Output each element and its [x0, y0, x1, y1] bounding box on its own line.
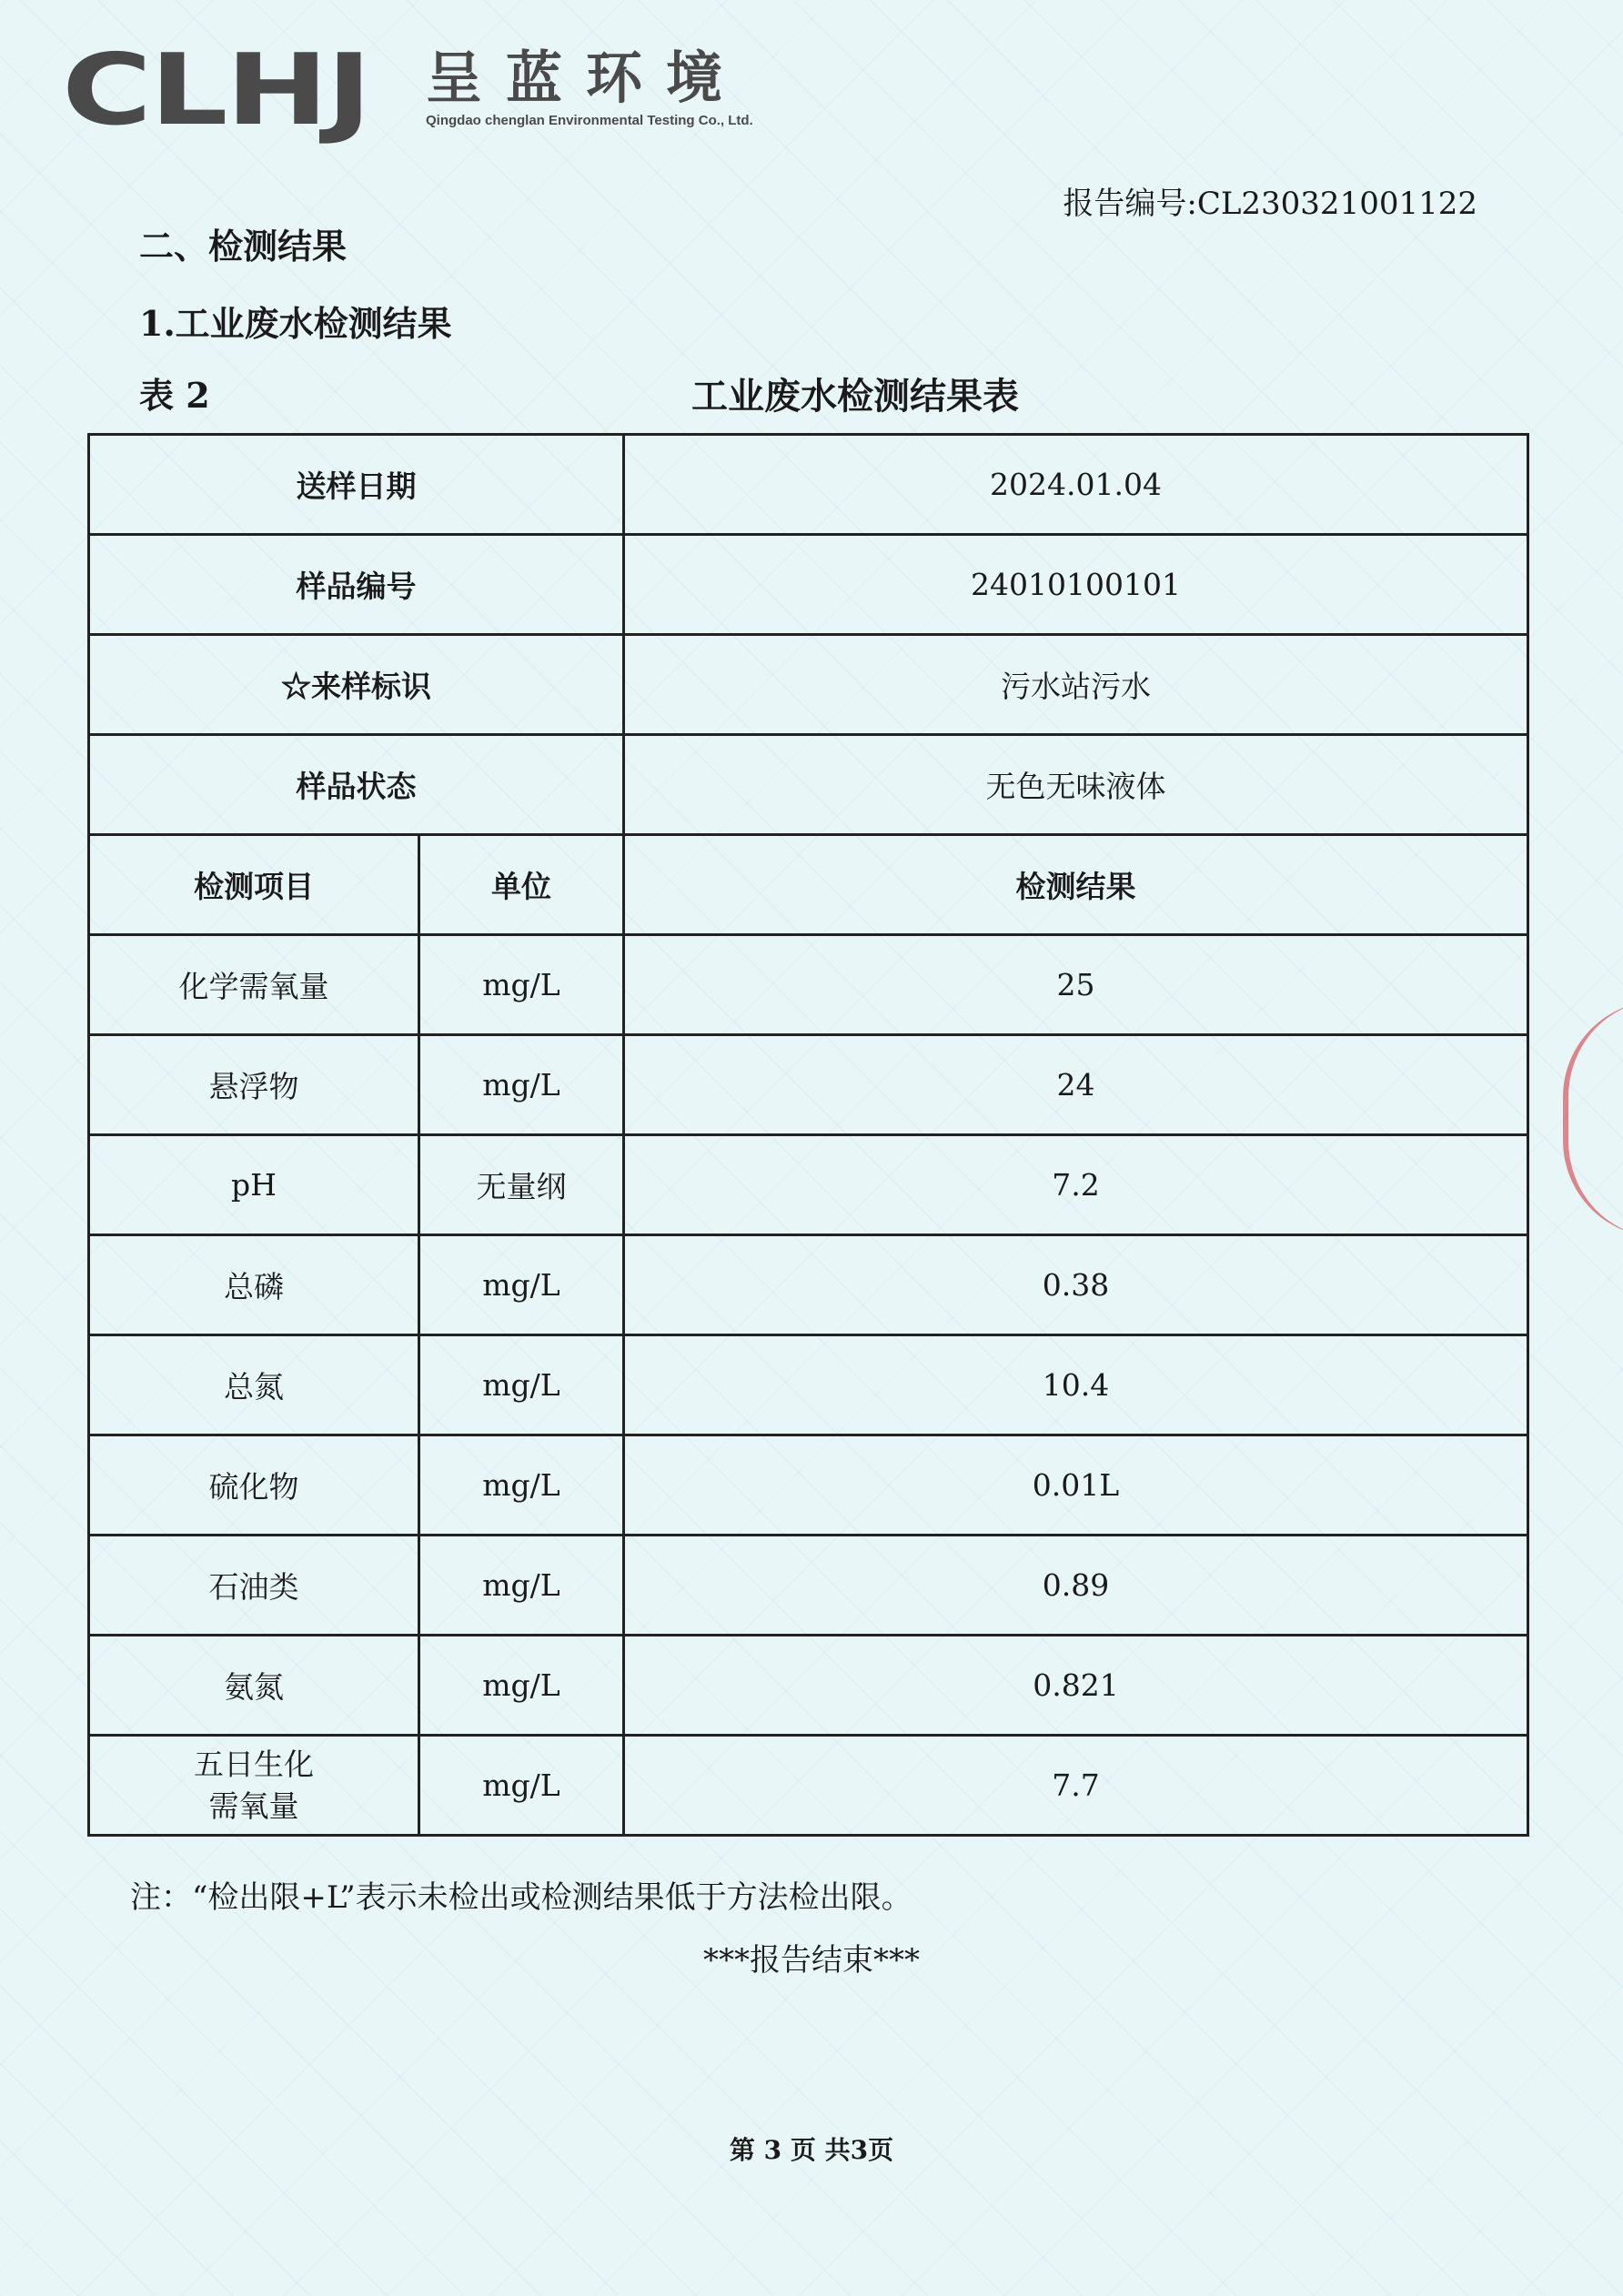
unit-cell: mg/L [419, 1035, 624, 1135]
table-row [89, 1335, 1528, 1435]
info-row-date [89, 435, 1528, 535]
item-cell: pH [89, 1135, 419, 1235]
table-row [89, 1536, 1528, 1636]
table-row [89, 1035, 1528, 1135]
seal-stamp [1563, 1001, 1623, 1237]
info-row-sample-mark [89, 635, 1528, 735]
result-cell: 24 [624, 1035, 1528, 1135]
unit-cell: mg/L [419, 1235, 624, 1335]
unit-cell: mg/L [419, 1335, 624, 1435]
section-heading: 二、检测结果 [139, 226, 348, 267]
table-row [89, 1235, 1528, 1335]
unit-cell: 无量纲 [419, 1135, 624, 1235]
info-label: 送样日期 [89, 435, 624, 535]
item-cell: 总氮 [89, 1335, 419, 1435]
logo-english-name: Qingdao chenglan Environmental Testing Co., Ltd. [426, 113, 753, 128]
header-row [89, 835, 1528, 935]
unit-cell: mg/L [419, 1736, 624, 1836]
result-cell: 7.7 [624, 1736, 1528, 1836]
info-label: 样品编号 [89, 535, 624, 635]
report-end-marker: ***报告结束*** [703, 1942, 920, 1979]
logo-text [426, 45, 753, 128]
item-cell: 总磷 [89, 1235, 419, 1335]
logo-chinese-name: 呈蓝环境 [426, 45, 747, 111]
table-row [89, 1435, 1528, 1536]
table-note: 注：“检出限+L”表示未检出或检测结果低于方法检出限。 [130, 1879, 912, 1916]
table-row [89, 935, 1528, 1035]
result-cell: 25 [624, 935, 1528, 1035]
report-number: 报告编号:CL230321001122 [1063, 186, 1477, 222]
info-value: 无色无味液体 [624, 735, 1528, 835]
page-number: 第 3 页 共3页 [729, 2135, 894, 2165]
company-logo [62, 34, 753, 147]
info-label: ☆来样标识 [89, 635, 624, 735]
table-label: 表 2 [139, 375, 210, 416]
subsection-heading: 1.工业废水检测结果 [139, 303, 452, 344]
item-cell: 悬浮物 [89, 1035, 419, 1135]
result-cell: 0.01L [624, 1435, 1528, 1536]
table-title: 工业废水检测结果表 [691, 375, 1019, 418]
info-value: 2024.01.04 [624, 435, 1528, 535]
logo-mark: CLHJ [62, 34, 370, 147]
unit-cell: mg/L [419, 1536, 624, 1636]
results-table [87, 433, 1529, 1837]
item-cell: 化学需氧量 [89, 935, 419, 1035]
info-row-sample-id [89, 535, 1528, 635]
unit-cell: mg/L [419, 1435, 624, 1536]
info-row-sample-state [89, 735, 1528, 835]
table-row [89, 1135, 1528, 1235]
result-cell: 0.821 [624, 1636, 1528, 1736]
item-cell: 硫化物 [89, 1435, 419, 1536]
column-header-item: 检测项目 [89, 835, 419, 935]
item-cell: 石油类 [89, 1536, 419, 1636]
result-cell: 0.38 [624, 1235, 1528, 1335]
info-value: 污水站污水 [624, 635, 1528, 735]
result-cell: 7.2 [624, 1135, 1528, 1235]
unit-cell: mg/L [419, 1636, 624, 1736]
table-row [89, 1736, 1528, 1836]
column-header-result: 检测结果 [624, 835, 1528, 935]
item-cell-line-1: 五日生化 [194, 1746, 314, 1782]
item-cell-line-2: 需氧量 [208, 1787, 299, 1824]
info-label: 样品状态 [89, 735, 624, 835]
info-value: 24010100101 [624, 535, 1528, 635]
table-row [89, 1636, 1528, 1736]
item-cell: 氨氮 [89, 1636, 419, 1736]
column-header-unit: 单位 [419, 835, 624, 935]
result-cell: 0.89 [624, 1536, 1528, 1636]
result-cell: 10.4 [624, 1335, 1528, 1435]
item-cell [89, 1736, 419, 1836]
unit-cell: mg/L [419, 935, 624, 1035]
